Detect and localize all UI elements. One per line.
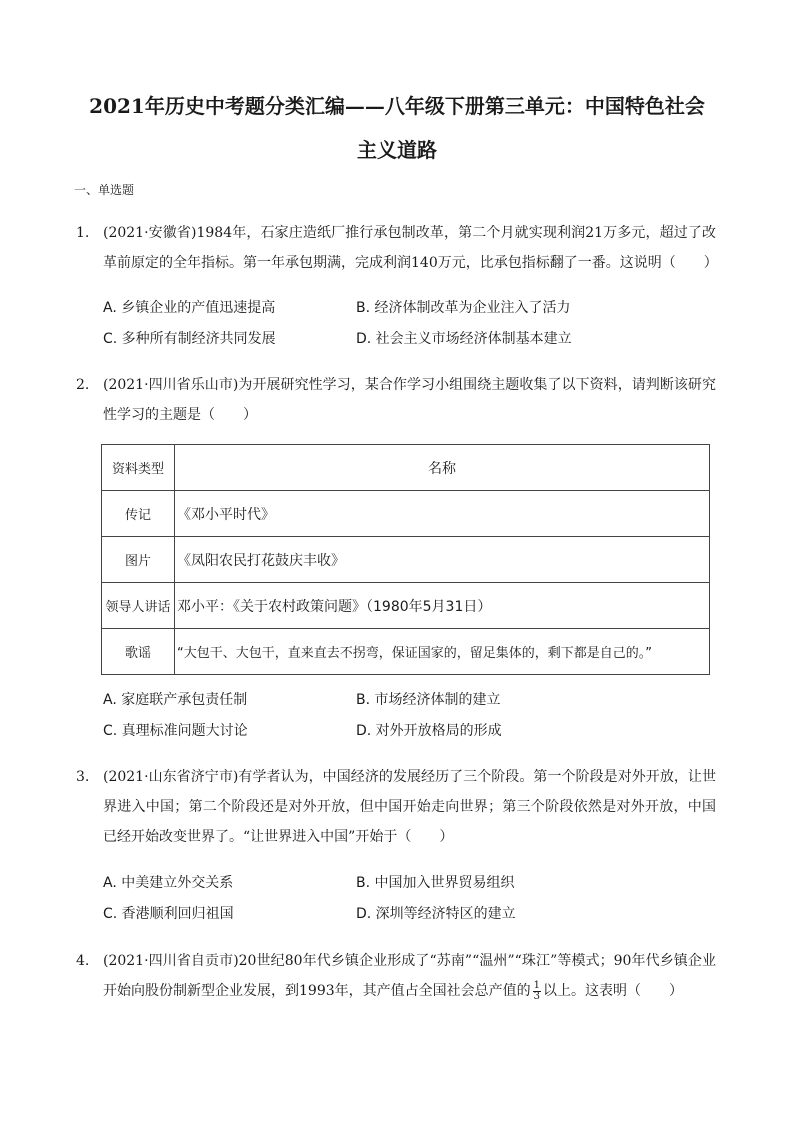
- table-cell: 《邓小平时代》: [175, 491, 710, 537]
- option-d[interactable]: D. 对外开放格局的形成: [356, 723, 502, 739]
- option-c[interactable]: C. 多种所有制经济共同发展: [103, 331, 276, 347]
- document-title: [60, 84, 734, 172]
- table-cell: 邓小平：《关于农村政策问题》（1980年5月31日）: [175, 583, 710, 629]
- table-header-cell: 名称: [175, 445, 710, 491]
- section-heading: 一、单选题: [74, 183, 135, 197]
- table-row: [102, 491, 710, 537]
- table-cell: 传记: [102, 491, 175, 537]
- question-number: 1.: [76, 225, 90, 241]
- option-b[interactable]: B. 中国加入世界贸易组织: [356, 875, 515, 891]
- question-stem: (2021·安徽省)1984年，石家庄造纸厂推行承包制改革，第二个月就实现利润21万多元，超过了改革前原定的全年指标。第一年承包期满，完成利润140万元，比承包指标翻了一番。这说明（ ）: [103, 225, 718, 271]
- question-stem: (2021·四川省乐山市)为开展研究性学习，某合作学习小组围绕主题收集了以下资料，请判断该研究性学习的主题是（ ）: [103, 377, 716, 423]
- question-number: 3.: [76, 769, 90, 785]
- table-cell: “大包干、大包干，直来直去不拐弯，保证国家的，留足集体的，剩下都是自己的。”: [175, 629, 710, 675]
- option-b[interactable]: B. 市场经济体制的建立: [356, 692, 501, 708]
- question-2: [76, 370, 716, 430]
- fraction-denominator: 3: [533, 990, 541, 1002]
- stem-text: (2021·四川省自贡市)20世纪80年代乡镇企业形成了“苏南”“温州”“珠江”等模式；90年代乡镇企业开始向股份制新型企业发展，到1993年，其产值占全国社会总产值的: [103, 953, 716, 999]
- materials-table: [101, 444, 710, 675]
- question-stem: [103, 946, 716, 1006]
- option-a[interactable]: A. 家庭联产承包责任制: [103, 692, 248, 708]
- question-1: [76, 218, 716, 278]
- question-3: [76, 762, 716, 852]
- title-line-1: 2021年历史中考题分类汇编——八年级下册第三单元：中国特色社会: [89, 94, 705, 118]
- option-a[interactable]: A. 乡镇企业的产值迅速提高: [103, 300, 276, 316]
- option-d[interactable]: D. 社会主义市场经济体制基本建立: [356, 331, 572, 347]
- table-header-cell: 资料类型: [102, 445, 175, 491]
- stem-text-end: 以上。这表明（ ）: [543, 983, 684, 999]
- table-row: [102, 629, 710, 675]
- table-cell: 领导人讲话: [102, 583, 175, 629]
- title-line-2: 主义道路: [357, 138, 437, 162]
- table-cell: 图片: [102, 537, 175, 583]
- option-c[interactable]: C. 真理标准问题大讨论: [103, 723, 248, 739]
- table-row: [102, 583, 710, 629]
- table-cell: 歌谣: [102, 629, 175, 675]
- option-b[interactable]: B. 经济体制改革为企业注入了活力: [356, 300, 571, 316]
- option-d[interactable]: D. 深圳等经济特区的建立: [356, 906, 516, 922]
- question-4: [76, 946, 716, 1006]
- question-number: 2.: [76, 377, 90, 393]
- fraction-numerator: 1: [533, 979, 541, 991]
- option-c[interactable]: C. 香港顺利回归祖国: [103, 906, 234, 922]
- table-cell: 《凤阳农民打花鼓庆丰收》: [175, 537, 710, 583]
- question-number: 4.: [76, 953, 90, 969]
- table-header-row: [102, 445, 710, 491]
- table-row: [102, 537, 710, 583]
- question-stem: (2021·山东省济宁市)有学者认为，中国经济的发展经历了三个阶段。第一个阶段是对外开放，让世界进入中国；第二个阶段还是对外开放，但中国开始走向世界；第三个阶段依然是对外开放，中国已经开始改变世界了。“让世界进入中国”开始于（ ）: [103, 769, 716, 845]
- fraction: [533, 981, 541, 1002]
- option-a[interactable]: A. 中美建立外交关系: [103, 875, 234, 891]
